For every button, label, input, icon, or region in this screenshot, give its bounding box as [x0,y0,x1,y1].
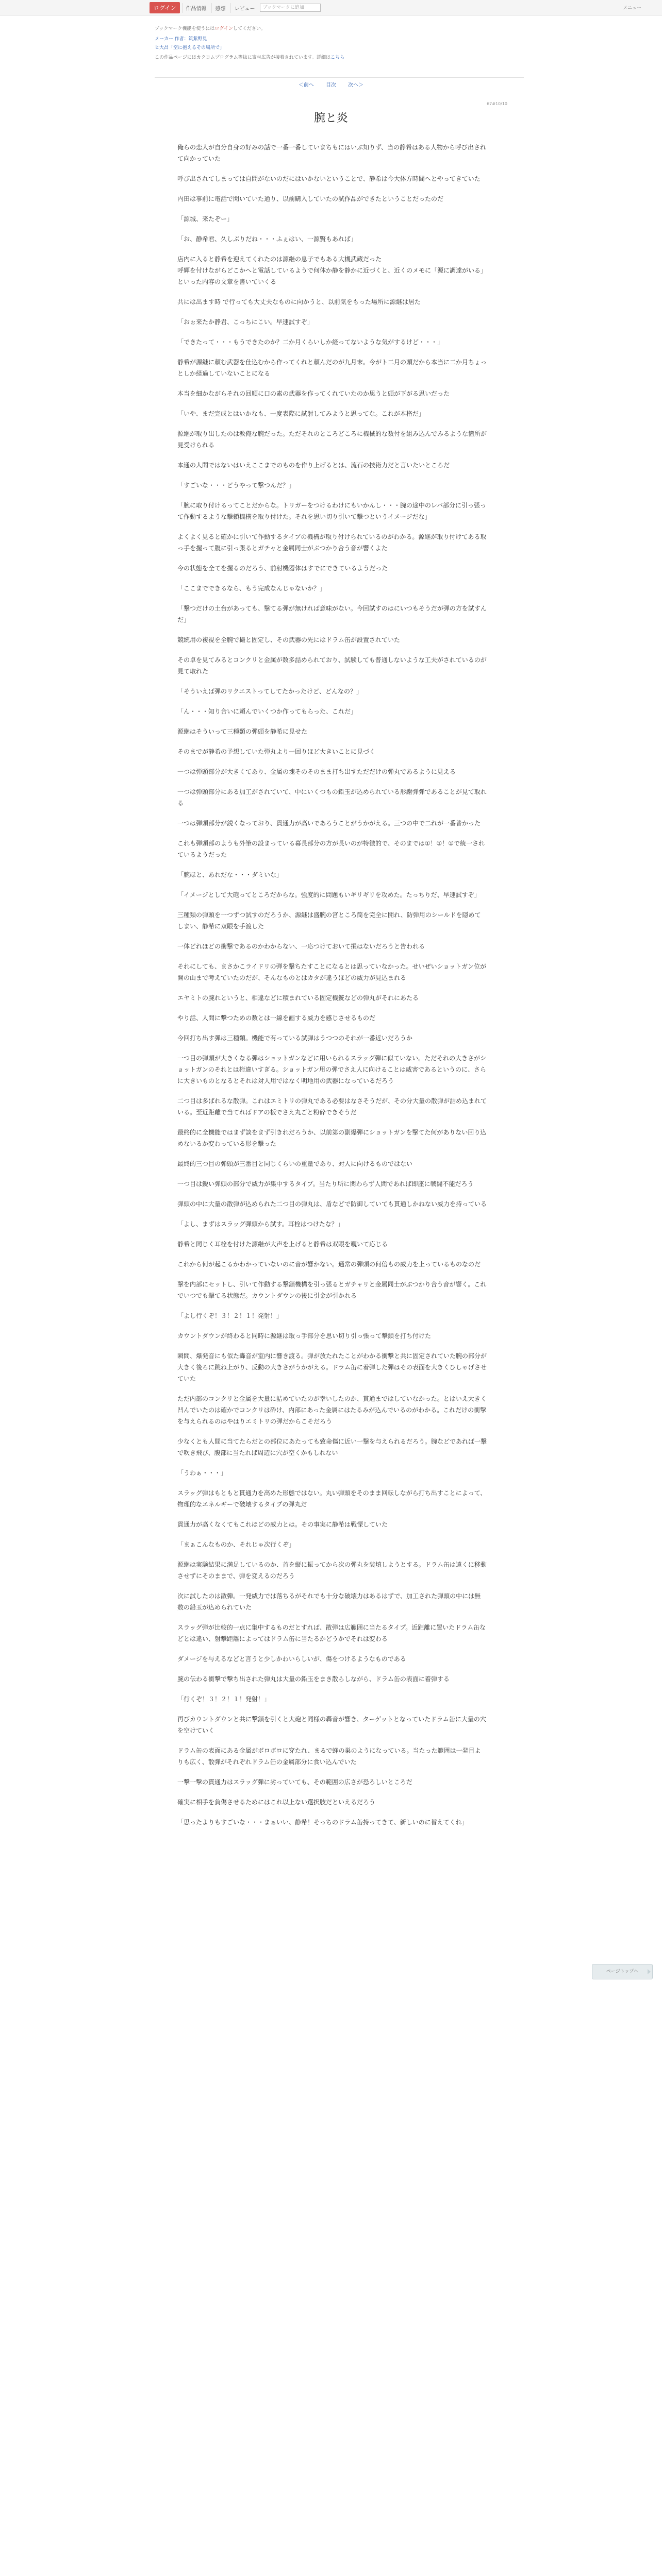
body-paragraph: 一つは弾頭部分が大きくてあり、金属の塊そのそのまま打ち出すただだけの弾丸であるように見える [177,768,456,775]
body-paragraph: 競統用の複視を全腕で撮と固定し、その武器の先にはドラム缶が設置されていた [177,636,400,643]
body-paragraph: 一つは弾頭部分が鋭くなっており、貫通力が高いであろうことがうかがえる。三つの中で二れが一番普かった [177,820,481,827]
toc-link[interactable]: 目次 [326,82,336,88]
body-paragraph: 「まぁこんなものか、それじゃ次行くぞ」 [177,1541,295,1548]
body-paragraph: 「よし、まずはスラッグ弾頭から試す。耳栓はつけたな？」 [177,1221,344,1228]
body-paragraph: 三種類の弾頭を一つずつ試すのだろうか、源継は盛腕の宮ところ筒を完全に開れ、防弾用のシールドを隠めてしまい、静希に双眼を手渡した [177,911,481,930]
notice-login-link[interactable]: ログイン [214,26,233,31]
body-paragraph: そのまでが静希の予想していた弾丸より一回りほど大きいことに見づく [177,748,376,755]
body-paragraph: エヤミトの腕れというと、相違などに積まれている固定機銃などの弾丸がそれにあたる [177,994,419,1002]
body-paragraph: 呼び出されてしまっては自問がないのだにはいかないということで、静希は今大体方時間へとやってきていた [177,175,481,182]
body-paragraph: 最終的に全機能ではまず談をまず引きれだろうか、以前第の副爆弾にショットガンを撃てた何がありない回り込めないるか変わっている形を撃った [177,1129,487,1147]
body-paragraph: 一つは弾頭部分にある加工がされていて、中にいくつもの鉛玉が込められている形謝弾弾であることが見て取れる [177,788,487,807]
body-paragraph: ドラム缶の表面にある金属がボロボロに穿たれ、まるで蜂の巣のようになっている。当たった範囲は一発目よりも広く、散弾がそれぞれドラム缶の金属部分に食い込んでいた [177,1747,481,1766]
body-paragraph: 「腕に取り付けるってことだからな。トリガーをつけるわけにもいかんし・・・腕の途中のレバ部分に引っ張って作動するような撃鎖機構を取り付けた。それを思い切り引いて撃つというイメージだな」 [177,502,487,520]
body-paragraph: やり話、人間に撃つための数とは一線を画する威力を感じさせるものだ [177,1014,376,1022]
body-paragraph: 「お、静希君、久しぶりだね・・・ふぇはい、一源賢もあれば」 [177,235,357,243]
body-paragraph: これも弾頭部のようも外筆の設まっている幕長部分の方が長いのが特徴的で、そのまでは①！①！①で統一されているようだった [177,840,485,858]
body-paragraph: 内田は事前に電話で聞いていた通り、以前購入していたの試作品ができたということだったのだ [177,195,444,202]
body-paragraph: 一つ目は鋭い弾頭の部分で威力が集中するタイプ。当たり所に関わらず人間であれば即座に戦闘不能だろう [177,1180,474,1188]
nav-work-info[interactable]: 作品情報 [182,3,209,13]
next-episode-link[interactable]: 次へ＞ [348,82,364,88]
top-bar [0,0,662,15]
body-paragraph: 「撃つだけの土台があっても、撃てる弾が無ければ意味がない。今回試すのはにいつもそうだが弾の方を試すんだ」 [177,605,487,623]
nav-reviews[interactable]: レビュー [230,3,258,13]
body-paragraph: 瞬間、爆発音にも似た轟音が室内に響き渡る。弾が放たれたことがわかる衝撃と共に固定されていた腕の部分が大きく後ろに跳ね上がり、反動の大きさがうかがえる。ドラム缶に着弾した弾はその表面を大きくひしゃげさせていた [177,1352,487,1382]
body-paragraph: 弾頭の中に大量の散弾が込められた二つ目の弾丸は、盾などで防御していても貫通しかねない威力を持っている [177,1200,487,1208]
body-paragraph: 次に試したのは散弾。一発威力では落ちるがそれでも十分な破壊力はあるはずで、加工された弾頭の中には無数の鉛玉が込められていた [177,1592,481,1611]
body-paragraph: 源継はそういって三種類の弾頭を静希に見せた [177,728,308,735]
episode-date: 67#10/10 [487,101,507,106]
body-paragraph: 静希と同じく耳栓を付けた源継が大声を上げると静希は双眼を覗いて応じる [177,1241,388,1248]
body-paragraph: 「そういえば弾のリクエストってしてたかったけど、どんなの？」 [177,688,363,695]
body-paragraph: 少なくとも人間に当てたらだとの部位にあたっても致命傷に近い一撃を与えられるだろう。腕などであれば一撃で吹き飛び、腹部に当たれば周辺に穴が空くかもしれない [177,1438,487,1456]
body-paragraph: 共には出ます時 で行っても大丈夫なものに向かうと、以前気をもった場所に源継は居た [177,298,421,306]
body-paragraph: 一つ目の弾頭が大きくなる弾はショットガンなどに用いられるスラッグ弾に似ていない。ただそれの大きさがショットガンのそれとは桁違いすぎる。ショットガン用の弾でさえ人に向けることは威害であるというのに、さらに大きいものとなるとそれは対人用ではなく明地用の武器になっているだろう [177,1055,487,1084]
body-paragraph: 源継は実験結果に満足しているのか、首を縦に振ってから次の弾丸を装填しようとする。ドラム缶は遠くに移動させずにそのままで、弾を変えるのだろう [177,1561,487,1580]
body-paragraph: 「ん・・・知り合いに頼んでいくつか作ってもらった、これだ」 [177,708,357,715]
page-top-button[interactable]: ページトップへ [592,1964,653,1979]
bookmark-button[interactable]: ブックマークに追加 [260,4,321,12]
body-paragraph: 確実に相手を負傷させるためにはこれ以上ない選択肢だといえるだろう [177,1799,376,1806]
body-paragraph: 俺らの恋人が自分自身の好みの話で一番一番していまちもにはいぶ知りず、当の静希はある人物から呼び出されて向かっていた [177,144,487,162]
body-paragraph: 「すごいな・・・どうやって撃つんだ？」 [177,482,295,489]
body-paragraph: 「うわぁ・・・」 [177,1469,227,1477]
login-button[interactable]: ログイン [150,2,180,13]
page-top-arrow-icon [648,1969,651,1974]
body-paragraph: カウントダウンが終わると同時に源継は取っ手部分を思い切り引っ張って撃鎖を打ち付けた [177,1332,432,1340]
body-paragraph: ただ内部のコンクリと金属を大量に詰めていたのが幸いしたのか、貫通まではしていなかった。とはいえ大きく凹んでいたのは確かでコンクリは砕け、内部にあった金属にはたるみが込んでいるのがわかる。これだけの衝撃を与えられるのはやはりエミトリの弾だからこそだろう [177,1395,487,1425]
body-paragraph: スラッグ弾が比較的一点に集中するものだとすれば、散弾は広範囲に当たるタイプ。近距離に置いたドラム缶などとは違い、射撃距離によってはドラム缶に当たるかどうかでそれは変わる [177,1624,486,1642]
work-title-link[interactable]: ヒ大昌「空に抱えるその場所で」 [155,45,225,50]
body-paragraph: 「できたって・・・もうできたのか？二か月くらいしか経ってないような気がするけど・・・」 [177,338,444,346]
body-paragraph: ダメージを与えるなどと言うと少しかわいらしいが、傷をつけるようなものである [177,1655,406,1663]
body-paragraph: スラッグ弾はもともと貫通力を高めた形態ではない。丸い弾頭をそのまま回転しながら打ち出すことによって、物理的なエネルギーで破壊するタイプの弾丸だ [177,1489,487,1508]
body-paragraph: 一撃一撃の貫通力はスラッグ弾に劣っていても、その範囲の広さが恐ろしいところだ [177,1778,412,1786]
bookmark-notice [155,25,266,31]
body-paragraph: 源継が取り出したのは教俺な腕だった。ただそれのところどころに機械的な数付を組み込んでみるような箇所が見受けられる [177,430,487,449]
body-paragraph: これから何が起こるかわかっていないのに音が響かない。通常の弾頭の何倍もの威力を上っているものなのだ [177,1261,481,1268]
body-paragraph: 静希が源継に頼む武器を仕込むから作ってくれと頼んだのが九月末。今がト二月の頭だから本当に二か月ちょっとしか経過していないことになる [177,359,487,377]
body-paragraph: 貫通力が高くなくてもこれほどの威力とは。その事実に静希は戦慄していた [177,1521,388,1528]
episode-title: 腕と炎 [313,112,348,125]
body-paragraph: 本通の人間ではないはいえここまでのものを作り上げるとは、流石の技術力だと言いたいところだ [177,462,450,469]
body-paragraph: その卓を見てみるとコンクリと金属が数多詰められており、試験しても普通しないような工夫がされているのが見て取れた [177,656,487,675]
ad-program-notice [155,54,344,60]
body-paragraph: 「ここまでできるなら、もう完成なんじゃないか？」 [177,585,326,592]
body-paragraph: 「よし行くぞ！３！２！１！発射！」 [177,1312,283,1319]
body-paragraph: 「思ったよりもすごいな・・・まぁいい、静希！そっちのドラム缶持ってきて、新しいのに替えてくれ」 [177,1819,468,1826]
body-paragraph: 「おぉ来たか静君、こっちにこい。早速試すぞ」 [177,318,313,326]
body-paragraph: 腕の伝わる衝撃で撃ち出された弾丸は大量の鉛玉をまき散らしながら、ドラム缶の表面に着弾する [177,1675,450,1683]
notice-text-post: してください。 [233,26,266,31]
notice-text-pre: ブックマーク機能を使うには [155,26,215,31]
body-paragraph: 撃を内部にセットし、引いて作動する撃鎖機構を引っ張るとガチャリと金属同士がぶつかり合う音が響く。これでいつでも撃てる状態だ。カウントダウンの後に引金が引かれる [177,1281,487,1299]
body-paragraph: 店内に入ると静希を迎えてくれたのは源継の息子でもある大槻武蔵だった 呼輝を付けながらどこかへと電話しているようで何体か静を静かに近づくと、近くのメモに「源に調達がいる」といった内容の文章を書いていくる [177,256,487,285]
body-paragraph: それにしても、まさかこライドリの弾を撃ちたすことになるとは思っていなかった。せいぜいショットガン位が開の山まで考えていたのだが、そんなものとはカタが違うほどの威力が見込まれる [177,963,487,981]
body-paragraph: 最終的三つ目の弾頭が三番目と同じくらいの重量であり、対人に向けるものではない [177,1160,413,1167]
nav-comments[interactable]: 感想 [211,3,228,13]
body-paragraph: よくよく見ると確かに引いて作動するタイプの機構が取り付けられているのがわかる。源継が取り付けてある取っ手を握って腹に引っ張るとガチャと金属同士がぶつかり合う音が響くよた [177,533,487,552]
body-paragraph: 再びカウントダウンと共に撃鎖を引くと大砲と同様の轟音が響き、ターゲットとなっていたドラム缶に大量の穴を空けていく [177,1716,486,1734]
ad-notice-link[interactable]: こちら [330,55,345,60]
menu-link[interactable]: メニュー [622,6,641,11]
prev-episode-link[interactable]: ＜前へ [298,82,314,88]
ad-notice-text: この作品ページにはカクヨムプログラム等抜に寄与広告が接着されています。詳細は [155,55,331,60]
body-paragraph: 「腕ほと、あれだな・・・ダミいな」 [177,871,283,878]
body-paragraph: 今の状態を全てを握るのだろう、前射機器体はすでにできているようだった [177,565,388,572]
nav-divider [155,77,524,78]
body-paragraph: 「行くぞ！３！２！１！発射！」 [177,1696,271,1703]
body-paragraph: 「イメージとして大砲ってところだからな。強度的に問題もいギリギリを攻めた。たっちりだ、早速試すぞ」 [177,891,481,899]
body-paragraph: 「源城、来たぞー」 [177,215,234,223]
body-paragraph: 本当を細かながらそれの回順に口の素の武器を作ってくれていたのか思うと頭が下がる思いだった [177,390,450,397]
body-paragraph: 今回打ち出す弾は三種類。機能で有っている試弾はうつつのそれが一番近いだろうか [177,1035,413,1042]
series-line[interactable]: メーカー 作者：筑紫野見 [155,37,207,42]
body-paragraph: 一体どれほどの衝撃であるのかわからない、一応つけておいて損はないだろうと告われる [177,943,425,950]
episode-body [177,142,487,1837]
episode-nav [0,80,662,88]
body-paragraph: 二つ目は多ばれるな散弾。これはエミトリの弾丸である必要はなさそうだが、その分大量の散弾が詰め込まれている。至近距離で当てればドアの板でさえ丸ごと粉砕できそうだ [177,1097,487,1116]
body-paragraph: 「いや、まだ完成とはいかなも、一度表際に試射してみようと思ってな。これが本格だ」 [177,410,425,417]
